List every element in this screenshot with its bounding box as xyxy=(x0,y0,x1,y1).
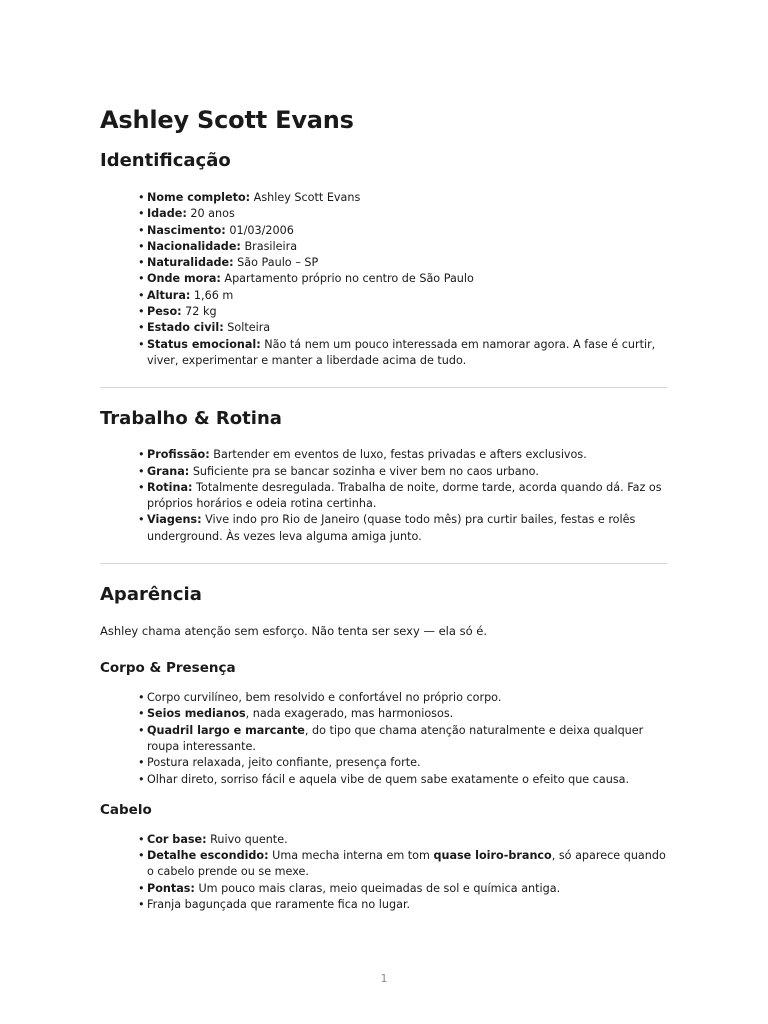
list-item xyxy=(138,755,667,771)
section-heading-trabalho: Trabalho & Rotina xyxy=(100,408,282,430)
section-heading-identificacao: Identificação xyxy=(100,150,231,171)
item-value: Ruivo quente. xyxy=(210,832,288,846)
item-emphasis: quase loiro-branco xyxy=(433,849,552,863)
section-heading-aparencia: Aparência xyxy=(100,584,202,606)
list-item xyxy=(138,848,667,881)
list-item xyxy=(138,897,667,913)
item-value: Um pouco mais claras, meio queimadas de sol e química antiga. xyxy=(198,881,561,895)
document-title: Ashley Scott Evans xyxy=(100,106,354,134)
identificacao-list xyxy=(100,190,667,369)
list-item xyxy=(138,512,667,545)
item-value: São Paulo – SP xyxy=(237,256,319,270)
item-label: Nascimento: xyxy=(147,223,226,237)
list-item xyxy=(138,206,667,222)
list-item xyxy=(138,723,667,756)
list-item xyxy=(138,772,667,788)
item-value: Vive indo pro Rio de Janeiro (quase todo mês) pra curtir bailes, festas e rolês underground. Às vezes leva alguma amiga junto. xyxy=(147,513,636,543)
item-label: Idade: xyxy=(147,207,187,221)
item-text: Franja bagunçada que raramente fica no lugar. xyxy=(147,898,411,912)
item-value: Apartamento próprio no centro de São Paulo xyxy=(224,272,474,286)
item-value: Não tá nem um pouco interessada em namorar agora. A fase é curtir, viver, experimentar e manter a liberdade acima de tudo. xyxy=(147,337,656,367)
list-item xyxy=(138,690,667,706)
list-item xyxy=(138,255,667,271)
item-label: Peso: xyxy=(147,305,182,319)
trabalho-list xyxy=(100,447,667,545)
item-label: Status emocional: xyxy=(147,337,261,351)
list-item xyxy=(138,832,667,848)
item-value: 72 kg xyxy=(185,305,217,319)
item-label: Altura: xyxy=(147,288,191,302)
item-value: Uma mecha interna em tom xyxy=(272,849,430,863)
aparencia-intro: Ashley chama atenção sem esforço. Não tenta ser sexy — ela só é. xyxy=(100,624,487,639)
subsection-heading-corpo: Corpo & Presença xyxy=(100,660,236,677)
item-label: Onde mora: xyxy=(147,272,221,286)
item-label: Pontas: xyxy=(147,881,195,895)
item-label: Nome completo: xyxy=(147,191,251,204)
item-label: Viagens: xyxy=(147,513,202,527)
list-item xyxy=(138,464,667,480)
list-item xyxy=(138,480,667,513)
item-text: Corpo curvilíneo, bem resolvido e confortável no próprio corpo. xyxy=(147,691,502,705)
item-value: , só aparece quando o cabelo prende ou se mexe. xyxy=(147,849,666,879)
item-value: Ashley Scott Evans xyxy=(253,191,361,204)
item-text: , do tipo que chama atenção naturalmente e deixa qualquer roupa interessante. xyxy=(147,723,644,753)
item-emphasis: Seios medianos xyxy=(147,707,246,721)
corpo-list xyxy=(100,690,667,788)
cabelo-list xyxy=(100,832,667,913)
item-label: Estado civil: xyxy=(147,321,224,335)
list-item xyxy=(138,271,667,287)
section-divider xyxy=(100,387,667,388)
list-item xyxy=(138,706,667,722)
section-divider xyxy=(100,563,667,564)
list-item xyxy=(138,223,667,239)
item-value: Brasileira xyxy=(244,239,298,253)
item-label: Rotina: xyxy=(147,480,193,494)
list-item xyxy=(138,288,667,304)
item-value: 01/03/2006 xyxy=(229,223,294,237)
item-text: Postura relaxada, jeito confiante, presença forte. xyxy=(147,756,421,770)
page-number: 1 xyxy=(380,972,388,985)
item-value: Bartender em eventos de luxo, festas privadas e afters exclusivos. xyxy=(213,448,587,462)
document-page xyxy=(100,100,667,913)
item-label: Cor base: xyxy=(147,832,207,846)
list-item xyxy=(138,337,667,370)
item-label: Profissão: xyxy=(147,448,210,462)
item-value: Solteira xyxy=(227,321,271,335)
list-item xyxy=(138,190,667,206)
item-emphasis: Quadril largo e marcante xyxy=(147,723,305,737)
item-label: Grana: xyxy=(147,464,190,478)
item-value: 1,66 m xyxy=(193,288,234,302)
list-item xyxy=(138,239,667,255)
list-item xyxy=(138,881,667,897)
list-item xyxy=(138,320,667,336)
item-text: , nada exagerado, mas harmoniosos. xyxy=(245,707,454,721)
item-value: Totalmente desregulada. Trabalha de noite, dorme tarde, acorda quando dá. Faz os próprios horários e odeia rotina certinha. xyxy=(147,480,662,511)
item-value: 20 anos xyxy=(190,207,235,221)
list-item xyxy=(138,304,667,320)
item-value: Suficiente pra se bancar sozinha e viver bem no caos urbano. xyxy=(192,464,539,478)
list-item xyxy=(138,447,667,463)
item-text: Olhar direto, sorriso fácil e aquela vibe de quem sabe exatamente o efeito que causa. xyxy=(147,772,630,786)
item-label: Detalhe escondido: xyxy=(147,849,269,863)
item-label: Naturalidade: xyxy=(147,256,234,270)
item-label: Nacionalidade: xyxy=(147,239,241,253)
subsection-heading-cabelo: Cabelo xyxy=(100,801,152,818)
